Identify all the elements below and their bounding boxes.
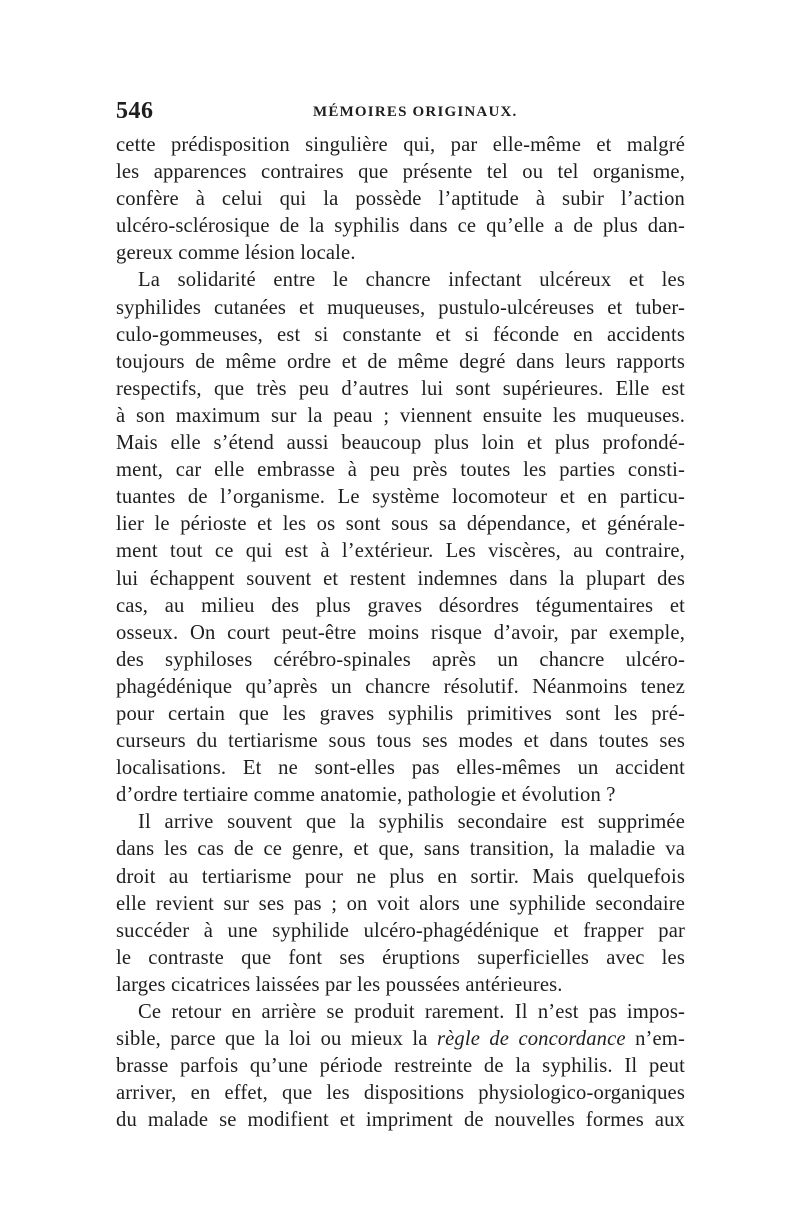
body-text (116, 132, 685, 1134)
text-line: larges cicatrices laissées par les poussées antérieures. (116, 973, 563, 996)
text-line: tuantes de l’organisme. Le système locomoteur et en particu- (116, 486, 685, 509)
text-line: droit au tertiarisme pour ne plus en sortir. Mais quelquefois (116, 865, 685, 888)
paragraph-start-line: Ce retour en arrière se produit rarement. Il n’est pas impos- (138, 1001, 685, 1023)
text-line: des syphiloses cérébro-spinales après un chancre ulcéro- (116, 648, 685, 671)
text-line: curseurs du tertiarisme sous tous ses modes et dans toutes ses (116, 730, 685, 753)
italic-term: règle de concordance (436, 1028, 626, 1051)
page-number: 546 (116, 98, 154, 124)
text-line: lier le périoste et les os sont sous sa dépendance, et générale- (116, 513, 685, 536)
text-line: succéder à une syphilide ulcéro-phagédénique et frapper par (116, 919, 685, 942)
text-line: dans les cas de ce genre, et que, sans transition, la maladie va (116, 838, 685, 861)
text-line: ulcéro-sclérosique de la syphilis dans ce qu’elle a de plus dan- (116, 215, 685, 238)
paragraph-start-line: La solidarité entre le chancre infectant ulcéreux et les (138, 269, 685, 292)
text-line: localisations. Et ne sont-elles pas elles-mêmes un accident (116, 757, 685, 780)
paragraph-start-line: Il arrive souvent que la syphilis secondaire est supprimée (138, 811, 685, 834)
text-line: osseux. On court peut-être moins risque d’avoir, par exemple, (116, 621, 685, 644)
text-line: pour certain que les graves syphilis primitives sont les pré- (116, 702, 685, 725)
text-line: cette prédisposition singulière qui, par elle-même et malgré (116, 134, 685, 156)
text-line: elle revient sur ses pas ; on voit alors une syphilide secondaire (116, 892, 685, 915)
text-line: culo-gommeuses, est si constante et si féconde en accidents (116, 323, 685, 346)
text-line: respectifs, que très peu d’autres lui sont supérieures. Elle est (116, 377, 685, 400)
text-line: syphilides cutanées et muqueuses, pustulo-ulcéreuses et tuber- (116, 296, 685, 319)
text-line: brasse parfois qu’une période restreinte de la syphilis. Il peut (116, 1055, 685, 1078)
text-line: le contraste que font ses éruptions superficielles avec les (116, 946, 685, 969)
text-line: à son maximum sur la peau ; viennent ensuite les muqueuses. (116, 404, 685, 427)
text-line: les apparences contraires que présente tel ou tel organisme, (116, 161, 685, 184)
text-segment: n’em- (635, 1028, 685, 1051)
running-title: MÉMOIRES ORIGINAUX. (313, 104, 518, 120)
text-line: ment, car elle embrasse à peu près toutes les parties consti- (116, 459, 685, 482)
running-header (116, 98, 686, 128)
text-line-with-italic (116, 1026, 685, 1053)
text-line: cas, au milieu des plus graves désordres tégumentaires et (116, 594, 685, 617)
text-line: arriver, en effet, que les dispositions physiologico-organiques (116, 1082, 685, 1105)
text-line: phagédénique qu’après un chancre résolutif. Néanmoins tenez (116, 675, 685, 698)
text-line: Mais elle s’étend aussi beaucoup plus loin et plus profondé- (116, 432, 685, 455)
text-line: confère à celui qui la possède l’aptitude à subir l’action (116, 188, 685, 211)
text-line: d’ordre tertiaire comme anatomie, pathologie et évolution ? (116, 784, 616, 807)
text-line: toujours de même ordre et de même degré dans leurs rapports (116, 350, 685, 373)
text-line: du malade se modifient et impriment de nouvelles formes aux (116, 1109, 685, 1132)
text-line: lui échappent souvent et restent indemnes dans la plupart des (116, 567, 685, 590)
text-segment: sible, parce que la loi ou mieux la (116, 1028, 428, 1051)
text-line: gereux comme lésion locale. (116, 242, 356, 265)
text-line: ment tout ce qui est à l’extérieur. Les viscères, au contraire, (116, 540, 685, 563)
